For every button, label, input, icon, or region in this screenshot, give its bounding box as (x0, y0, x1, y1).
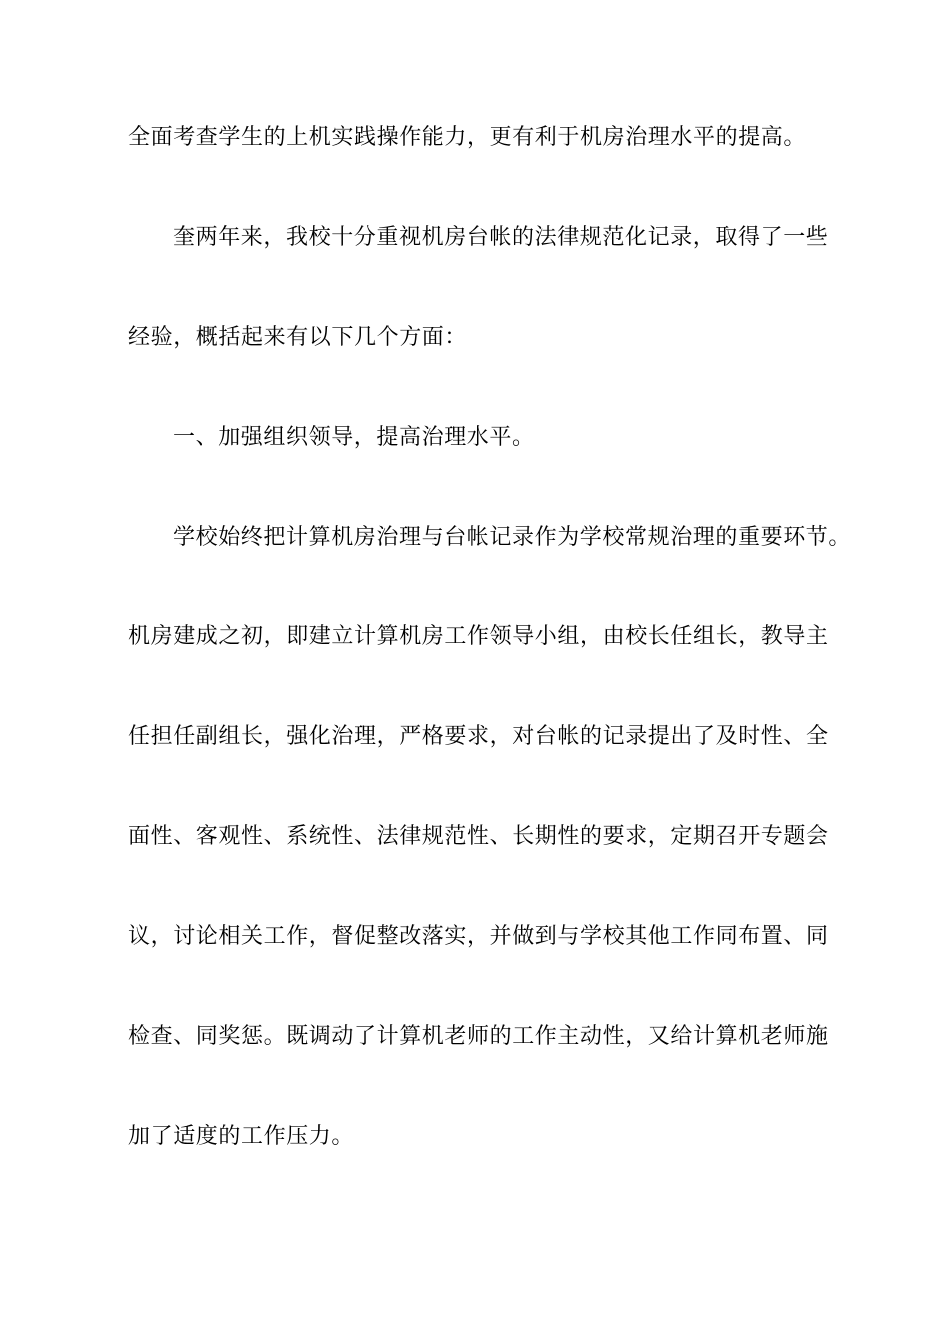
text-line-3: 经验，概括起来有以下几个方面： (128, 325, 468, 350)
text-line-11: 加了适度的工作压力。 (128, 1124, 355, 1149)
text-line-8: 面性、客观性、系统性、法律规范性、长期性的要求，定期召开专题会 (128, 824, 829, 849)
text-line-1: 全面考查学生的上机实践操作能力，更有利于机房治理水平的提高。 (128, 125, 807, 150)
text-line-6: 机房建成之初，即建立计算机房工作领导小组，由校长任组长，教导主 (128, 624, 829, 649)
text-line-5: 学校始终把计算机房治理与台帐记录作为学校常规治理的重要环节。 (173, 525, 852, 550)
text-line-10: 检查、同奖惩。既调动了计算机老师的工作主动性，又给计算机老师施 (128, 1024, 829, 1049)
section-heading: 一、加强组织领导，提高治理水平。 (173, 425, 535, 450)
text-line-2: 奎两年来，我校十分重视机房台帐的法律规范化记录，取得了一些 (173, 225, 829, 250)
text-line-7: 任担任副组长，强化治理，严格要求，对台帐的记录提出了及时性、全 (128, 724, 829, 749)
text-line-9: 议，讨论相关工作，督促整改落实，并做到与学校其他工作同布置、同 (128, 924, 829, 949)
